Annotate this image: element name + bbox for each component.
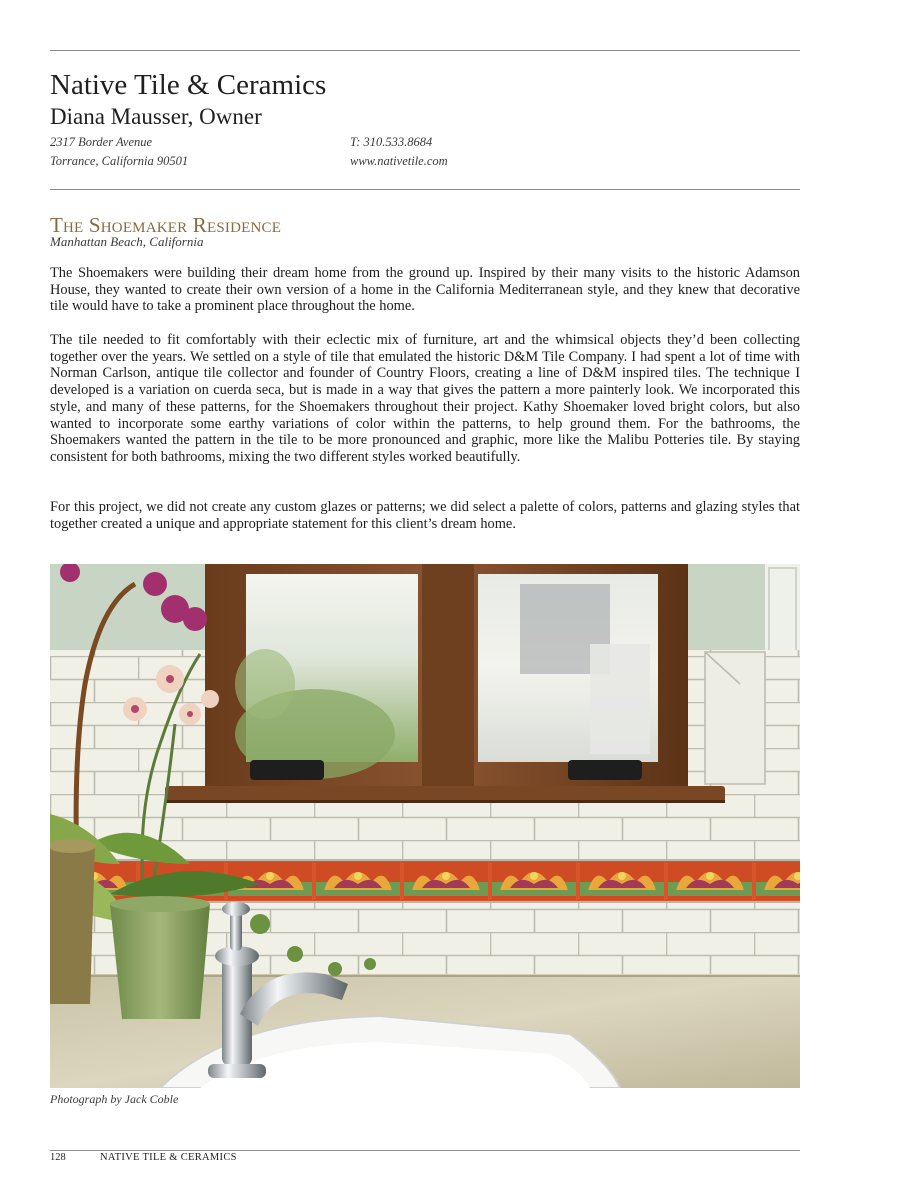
page-number: 128	[50, 1152, 66, 1163]
top-rule	[50, 50, 800, 51]
address-line-1: 2317 Border Avenue	[50, 135, 153, 149]
phone-number: T: 310.533.8684	[350, 135, 433, 149]
contact-block	[350, 133, 448, 171]
header-rule	[50, 189, 800, 190]
photo-credit: Photograph by Jack Coble	[50, 1092, 179, 1106]
kitchen-sink-window-illustration	[50, 564, 800, 1088]
owner-name: Diana Mausser, Owner	[50, 104, 262, 129]
address-block	[50, 133, 188, 171]
company-name: Native Tile & Ceramics	[50, 69, 327, 101]
footer-rule	[50, 1150, 800, 1151]
project-title: The Shoemaker Residence	[50, 213, 282, 237]
project-location: Manhattan Beach, California	[50, 234, 204, 249]
body-paragraph-1: The Shoemakers were building their dream home from the ground up. Inspired by their many visits to the historic Adamson House, they wanted to create their own version of a home in the California Mediterranean style, and they knew that decorative tile would have to take a prominent place throughout the home.	[50, 265, 800, 315]
running-title: NATIVE TILE & CERAMICS	[100, 1152, 237, 1163]
website-link[interactable]: www.nativetile.com	[350, 154, 448, 168]
body-paragraph-2: The tile needed to fit comfortably with their eclectic mix of furniture, art and the whimsical objects they’d been collecting together over the years. We settled on a style of tile that emulated the historic D&M Tile Company. I had spent a lot of time with Norman Carlson, antique tile collector and founder of Country Floors, creating a line of D&M inspired tiles. The technique I developed is a variation on cuerda seca, but is made in a way that gives the pattern a more painterly look. We incorporated this style, and many of these patterns, for the Shoemakers throughout their project. Kathy Shoemaker loved bright colors, but also wanted to incorporate some earthy variations of color within the patterns, to help ground them. For the bathrooms, the Shoemakers wanted the pattern in the tile to be more pronounced and graphic, more like the Malibu Potteries tile. By staying consistent for both bathrooms, mixing the two different styles worked beautifully.	[50, 332, 800, 465]
kitchen-photo	[50, 564, 800, 1088]
body-paragraph-3: For this project, we did not create any custom glazes or patterns; we did select a palette of colors, patterns and glazing styles that together created a unique and appropriate statement for this client’s dream home.	[50, 499, 800, 532]
address-line-2: Torrance, California 90501	[50, 154, 189, 168]
